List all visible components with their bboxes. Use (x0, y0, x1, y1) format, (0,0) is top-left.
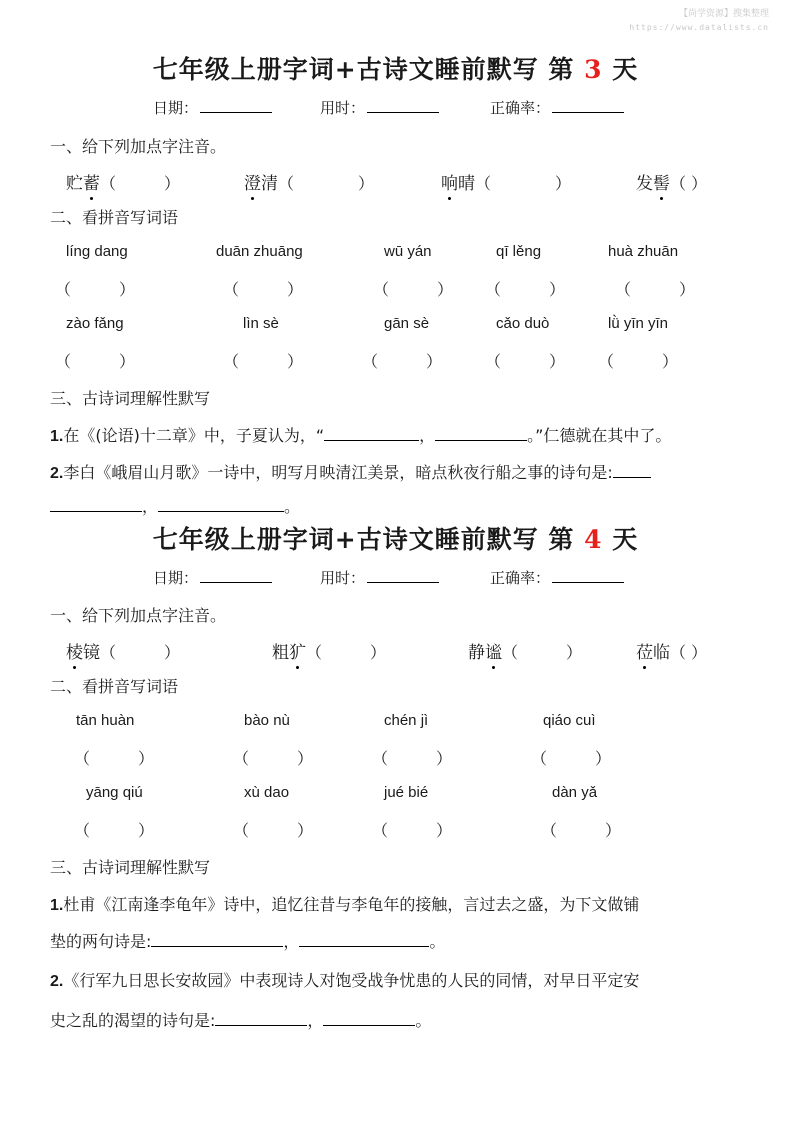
day3-title-suffix: 天 (602, 55, 639, 84)
day3-word-2: 澄清（ ） (244, 174, 375, 194)
day3-word-1: 贮蓄（ ） (66, 174, 181, 194)
time-blank[interactable] (367, 580, 439, 583)
day3-pinyin-8: gān sè (384, 315, 430, 332)
day4-pinyin-5: yāng qiú (86, 784, 143, 801)
day3-pinyin-2: duān zhuāng (216, 243, 303, 260)
day4-answer-paren[interactable]: （ ） (541, 821, 622, 840)
accuracy-label: 正确率： (490, 569, 551, 587)
day3-pinyin-1: líng dang (66, 243, 128, 260)
date-label: 日期： (153, 99, 199, 117)
watermark-url: https://www.datalists.cn (629, 23, 769, 32)
date-blank[interactable] (200, 110, 272, 113)
answer-paren[interactable]: （ ） (670, 174, 708, 193)
day4-pinyin-1: tān huàn (76, 712, 135, 729)
day3-time-field[interactable] (320, 97, 439, 118)
answer-paren[interactable]: （ ） (502, 643, 583, 662)
accuracy-blank[interactable] (552, 110, 624, 113)
day3-title-prefix: 七年级上册字词+古诗文睡前默写 第 (152, 55, 585, 84)
day4-answer-paren[interactable]: （ ） (372, 749, 453, 768)
day4-pinyin-7: jué bié (384, 784, 429, 801)
day3-pinyin-9: cǎo duò (496, 315, 550, 332)
day3-question-1: 1.在《(论语)十二章》中，子夏认为，“ ， 。”仁德就在其中了。 (50, 426, 672, 445)
day3-answer-paren[interactable]: （ ） (485, 280, 566, 299)
day3-pinyin-4: qī lěng (496, 243, 542, 260)
day4-answer-paren[interactable]: （ ） (74, 821, 155, 840)
answer-blank[interactable] (323, 1011, 415, 1026)
time-label: 用时： (320, 99, 366, 117)
day4-answer-paren[interactable]: （ ） (233, 749, 314, 768)
day3-word-3: 响晴（ ） (441, 174, 572, 194)
date-blank[interactable] (200, 580, 272, 583)
day4-title-prefix: 七年级上册字词+古诗文睡前默写 第 (152, 525, 585, 554)
day4-pinyin-3: chén jì (384, 712, 429, 729)
day4-word-2: 粗犷（ ） (272, 643, 387, 663)
day3-answer-paren[interactable]: （ ） (55, 280, 136, 299)
day3-pinyin-6: zào fǎng (66, 315, 124, 332)
date-label: 日期： (153, 569, 199, 587)
day3-question-2: 2.李白《峨眉山月歌》一诗中，明写月映清江美景，暗点秋夜行船之事的诗句是: (50, 460, 651, 483)
day3-answer-paren[interactable]: （ ） (223, 352, 304, 371)
day4-section1-heading: 一、给下列加点字注音。 (50, 606, 227, 625)
day4-word-4: 莅临（ ） (636, 643, 708, 663)
day4-date-field[interactable] (153, 567, 272, 588)
day3-pinyin-3: wū yán (384, 243, 432, 260)
day3-pinyin-10: lǜ yīn yīn (608, 315, 669, 332)
day3-pinyin-7: lìn sè (243, 315, 279, 332)
day4-answer-paren[interactable]: （ ） (372, 821, 453, 840)
answer-blank[interactable] (613, 463, 651, 478)
day4-pinyin-2: bào nù (244, 712, 290, 729)
day3-title-number: 3 (584, 55, 603, 84)
time-blank[interactable] (367, 110, 439, 113)
day4-section2-heading: 二、看拼音写词语 (50, 677, 179, 696)
answer-blank[interactable] (50, 497, 142, 512)
day3-answer-paren[interactable]: （ ） (223, 280, 304, 299)
day4-pinyin-8: dàn yǎ (552, 784, 598, 801)
day4-title-suffix: 天 (602, 525, 639, 554)
day4-question-1: 1.杜甫《江南逢李龟年》诗中，追忆往昔与李龟年的接触，言过去之盛，为下文做铺 (50, 895, 640, 914)
day4-word-3: 静谧（ ） (468, 643, 583, 663)
answer-blank[interactable] (324, 426, 419, 441)
time-label: 用时： (320, 569, 366, 587)
day3-answer-paren[interactable]: （ ） (55, 352, 136, 371)
answer-paren[interactable]: （ ） (670, 643, 708, 662)
day3-title (0, 50, 791, 86)
day4-answer-paren[interactable]: （ ） (74, 749, 155, 768)
answer-blank[interactable] (299, 932, 429, 947)
day3-pinyin-5: huà zhuān (608, 243, 679, 260)
answer-paren[interactable]: （ ） (100, 643, 181, 662)
day4-question-1-cont: 垫的两句诗是: ， 。 (50, 932, 446, 951)
day4-section3-heading: 三、古诗词理解性默写 (50, 858, 211, 877)
watermark-title: 【尚学资源】搜集整理 (678, 9, 769, 19)
day4-question-2-cont: 史之乱的渴望的诗句是: ， 。 (50, 1011, 432, 1030)
day4-word-1: 棱镜（ ） (66, 643, 181, 663)
day4-pinyin-4: qiáo cuì (543, 712, 596, 729)
day3-accuracy-field[interactable] (490, 97, 624, 118)
answer-blank[interactable] (151, 932, 283, 947)
accuracy-label: 正确率： (490, 99, 551, 117)
day3-section1-heading: 一、给下列加点字注音。 (50, 137, 227, 156)
day3-date-field[interactable] (153, 97, 272, 118)
day4-pinyin-6: xù dao (244, 784, 290, 801)
answer-paren[interactable]: （ ） (306, 643, 387, 662)
day3-answer-paren[interactable]: （ ） (362, 352, 443, 371)
answer-blank[interactable] (435, 426, 527, 441)
day4-question-2: 2.《行军九日思长安故园》中表现诗人对饱受战争忧患的人民的同情，对早日平定安 (50, 971, 640, 990)
answer-paren[interactable]: （ ） (100, 174, 181, 193)
day4-answer-paren[interactable]: （ ） (233, 821, 314, 840)
accuracy-blank[interactable] (552, 580, 624, 583)
answer-blank[interactable] (215, 1011, 307, 1026)
day4-answer-paren[interactable]: （ ） (531, 749, 612, 768)
day3-section3-heading: 三、古诗词理解性默写 (50, 389, 211, 408)
day3-answer-paren[interactable]: （ ） (373, 280, 454, 299)
day3-question-2-cont: ， 。 (50, 494, 300, 517)
day3-answer-paren[interactable]: （ ） (615, 280, 696, 299)
answer-paren[interactable]: （ ） (475, 174, 572, 193)
day4-title (0, 520, 791, 556)
day3-answer-paren[interactable]: （ ） (485, 352, 566, 371)
answer-blank[interactable] (158, 497, 284, 512)
day4-title-number: 4 (584, 525, 603, 554)
day3-section2-heading: 二、看拼音写词语 (50, 208, 179, 227)
day3-word-4: 发髻（ ） (636, 174, 708, 194)
day4-time-field[interactable] (320, 567, 439, 588)
watermark (629, 8, 769, 34)
day4-accuracy-field[interactable] (490, 567, 624, 588)
day3-answer-paren[interactable]: （ ） (598, 352, 679, 371)
answer-paren[interactable]: （ ） (278, 174, 375, 193)
